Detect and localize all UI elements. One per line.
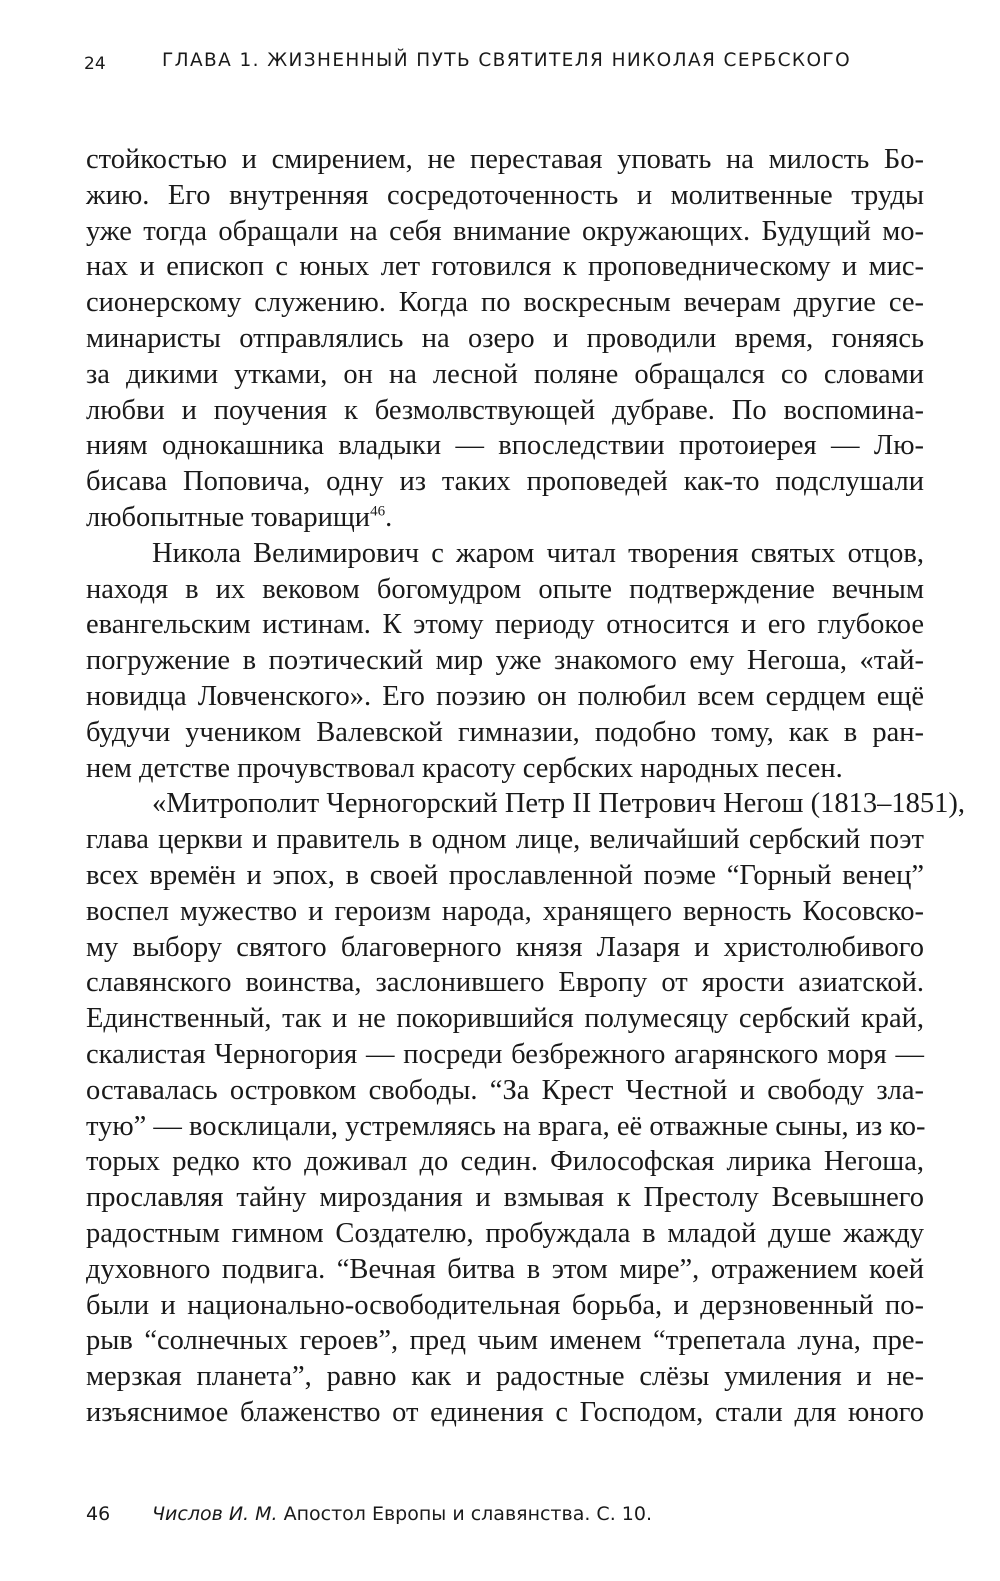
text-line: сионерскому служению. Когда по воскресным вечерам другие се- xyxy=(86,287,924,319)
text-line: радостным гимном Создателю, пробуждала в младой душе жажду xyxy=(86,1217,924,1249)
text-line: оставалась островком свободы. “За Крест Честной и свободу зла- xyxy=(86,1074,924,1106)
text-line: были и национально-освободительная борьба, и дерзновенный по- xyxy=(86,1289,924,1321)
text-line: за дикими утками, он на лесной поляне обращался со словами xyxy=(86,358,924,390)
line-punctuation: . xyxy=(385,501,393,533)
text-line: рыв “солнечных героев”, пред чьим именем “трепетала луна, пре- xyxy=(86,1325,924,1357)
text-line: любви и поучения к безмолвствующей дубраве. По воспомина- xyxy=(86,394,924,426)
paragraph-start-line: Никола Велимирович с жаром читал творения святых отцов, xyxy=(152,537,924,569)
paragraph-end-line xyxy=(86,500,924,536)
text-line: жию. Его внутренняя сосредоточенность и молитвенные труды xyxy=(86,179,924,211)
text-line: ниям однокашника владыки — впоследствии протоиерея — Лю- xyxy=(86,430,924,462)
text-line: любопытные товарищи xyxy=(86,501,371,533)
page-header xyxy=(84,50,930,80)
page-number: 24 xyxy=(84,54,106,74)
paragraph-start-line: «Митрополит Черногорский Петр II Петрович Негош (1813–1851), xyxy=(152,788,965,820)
text-line: славянского воинства, заслонившего Европу от ярости азиатской. xyxy=(86,967,924,999)
footnote-author: Числов И. М. xyxy=(152,1503,278,1525)
text-line: воспел мужество и героизм народа, хранящего верность Косовско- xyxy=(86,895,924,927)
footnote xyxy=(86,1503,924,1525)
text-line: уже тогда обращали на себя внимание окружающих. Будущий мо- xyxy=(86,215,924,247)
text-line: му выбору святого благоверного князя Лазаря и христолюбивого xyxy=(86,931,924,963)
text-line: находя в их вековом богомудром опыте подтверждение вечным xyxy=(86,573,924,605)
footnote-reference[interactable]: 46 xyxy=(370,503,386,520)
text-line: торых редко кто доживал до седин. Философская лирика Негоша, xyxy=(86,1146,924,1178)
text-line: изъяснимое блаженство от единения с Господом, стали для юного xyxy=(86,1396,924,1428)
text-line: скалистая Черногория — посреди безбрежного агарянского моря — xyxy=(86,1038,924,1070)
text-line: прославляя тайну мироздания и взмывая к Престолу Всевышнего xyxy=(86,1182,924,1214)
paragraph-end-line: нем детстве прочувствовал красоту сербских народных песен. xyxy=(86,752,843,784)
text-line: новидца Ловченского». Его поэзию он полюбил всем сердцем ещё xyxy=(86,680,924,712)
text-line: погружение в поэтический мир уже знакомого ему Негоша, «тай- xyxy=(86,645,924,677)
footnote-text: Апостол Европы и славянства. С. 10. xyxy=(277,1503,652,1525)
text-line: мерзкая планета”, равно как и радостные слёзы умиления и не- xyxy=(86,1361,924,1393)
text-line: минаристы отправлялись на озеро и проводили время, гоняясь xyxy=(86,322,924,354)
text-line: бисава Поповича, одну из таких проповедей как-то подслушали xyxy=(86,466,924,498)
text-line: глава церкви и правитель в одном лице, величайший сербский поэт xyxy=(86,824,924,856)
text-line: всех времён и эпох, в своей прославленной поэме “Горный венец” xyxy=(86,859,924,891)
text-line: тую” — восклицали, устремляясь на врага, её отважные сыны, из ко- xyxy=(86,1110,926,1142)
text-line: духовного подвига. “Вечная битва в этом мире”, отражением коей xyxy=(86,1253,924,1285)
main-text xyxy=(86,142,965,1431)
footnote-number: 46 xyxy=(86,1503,111,1525)
text-line: Единственный, так и не покорившийся полумесяцу сербский край, xyxy=(86,1003,924,1035)
text-line: нах и епископ с юных лет готовился к проповедническому и мис- xyxy=(86,251,924,283)
text-line: стойкостью и смирением, не переставая уповать на милость Бо- xyxy=(86,144,924,175)
text-line: евангельским истинам. К этому периоду относится и его глубокое xyxy=(86,609,924,641)
text-line: будучи учеником Валевской гимназии, подобно тому, как в ран- xyxy=(86,716,924,748)
running-title: ГЛАВА 1. ЖИЗНЕННЫЙ ПУТЬ СВЯТИТЕЛЯ НИКОЛАЯ СЕРБСКОГО xyxy=(162,50,852,71)
